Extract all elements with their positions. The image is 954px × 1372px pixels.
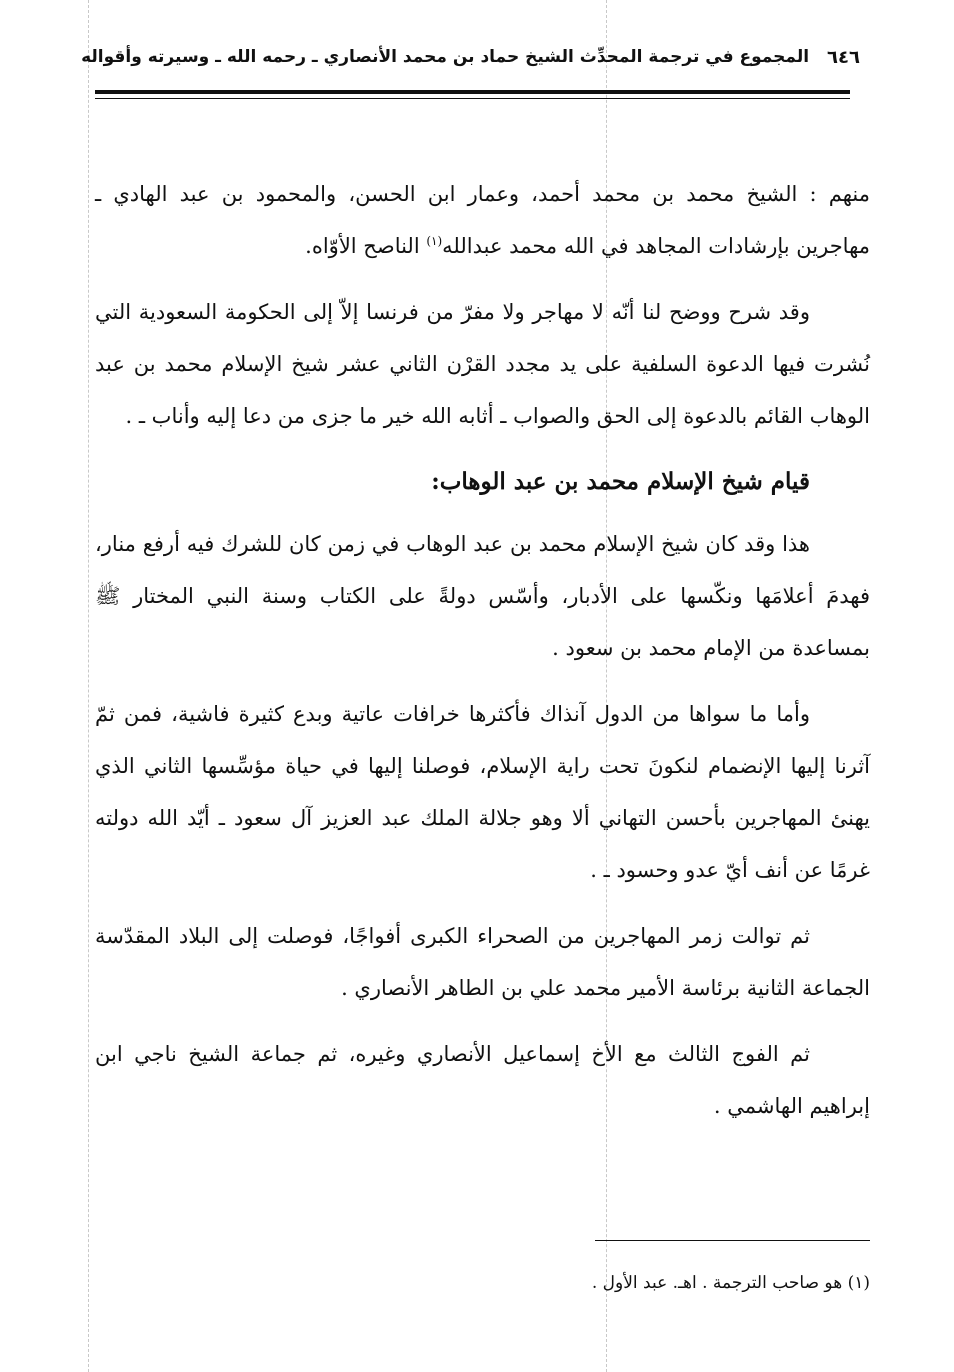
paragraph-text: الناصح الأوّاه. — [305, 234, 427, 258]
paragraph-text: منهم : الشيخ محمد بن محمد أحمد، وعمار ابن الحسن، والمحمود بن عبد الهادي ـ مهاجرين بإرشادات المجاهد في الله محمد عبدالله — [95, 182, 870, 258]
paragraph — [95, 168, 870, 272]
paragraph: ثم الفوج الثالث مع الأخ إسماعيل الأنصاري وغيره، ثم جماعة الشيخ ناجي ابن إبراهيم الهاشمي . — [95, 1042, 870, 1118]
footnote-rule — [595, 1240, 870, 1241]
page-header — [81, 40, 860, 74]
paragraph: وأما ما سواها من الدول آنذاك فأكثرها خرافات عاتية وبدع كثيرة فاشية، فمن ثمّ آثرنا إليها الإنضمام لنكونَ تحت راية الإسلام، فوصلنا إليها في حياة مؤسِّسها الثاني الذي يهنئ المهاجرين بأحسن التهاني ألا وهو جلالة الملك عبد العزيز آل سعود ـ أيّد الله دولته غرمًا عن أنف أيّ عدو وحسود ـ . — [95, 702, 870, 882]
page-number: ٦٤٦ — [827, 46, 860, 68]
header-rule-thick — [95, 90, 850, 94]
page-crease-line — [88, 0, 89, 1372]
section-heading: قيام شيخ الإسلام محمد بن عبد الوهاب: — [431, 468, 810, 495]
header-rule-thin — [95, 98, 850, 99]
main-text — [95, 168, 870, 1146]
paragraph: وقد شرح ووضح لنا أنّه لا مهاجر ولا مفرّ من فرنسا إلاّ إلى الحكومة السعودية التي نُشرت فيها الدعوة السلفية على يد مجدد القرْن الثاني عشر شيخ الإسلام محمد بن عبد الوهاب القائم بالدعوة إلى الحق والصواب ـ أثابه الله خير ما جزى من دعا إليه وأناب ـ . — [95, 300, 870, 428]
footnote-reference: (١) — [426, 234, 443, 248]
paragraph: ثم توالت زمر المهاجرين من الصحراء الكبرى أفواجًا، فوصلت إلى البلاد المقدّسة الجماعة الثانية برئاسة الأمير محمد علي بن الطاهر الأنصاري . — [95, 924, 870, 1000]
running-title: المجموع في ترجمة المحدِّث الشيخ حماد بن محمد الأنصاري ـ رحمه الله ـ وسيرته وأقواله — [81, 47, 810, 67]
paragraph: هذا وقد كان شيخ الإسلام محمد بن عبد الوهاب في زمن كان للشرك فيه أرفع منار، فهدمَ أعلامَها ونكّسها على الأدبار، وأسّس دولةً على الكتاب وسنة النبي المختار ﷺ بمساعدة من الإمام محمد بن سعود . — [95, 532, 870, 660]
footnote: (١) هو صاحب الترجمة . اهـ. عبد الأول . — [591, 1273, 870, 1293]
